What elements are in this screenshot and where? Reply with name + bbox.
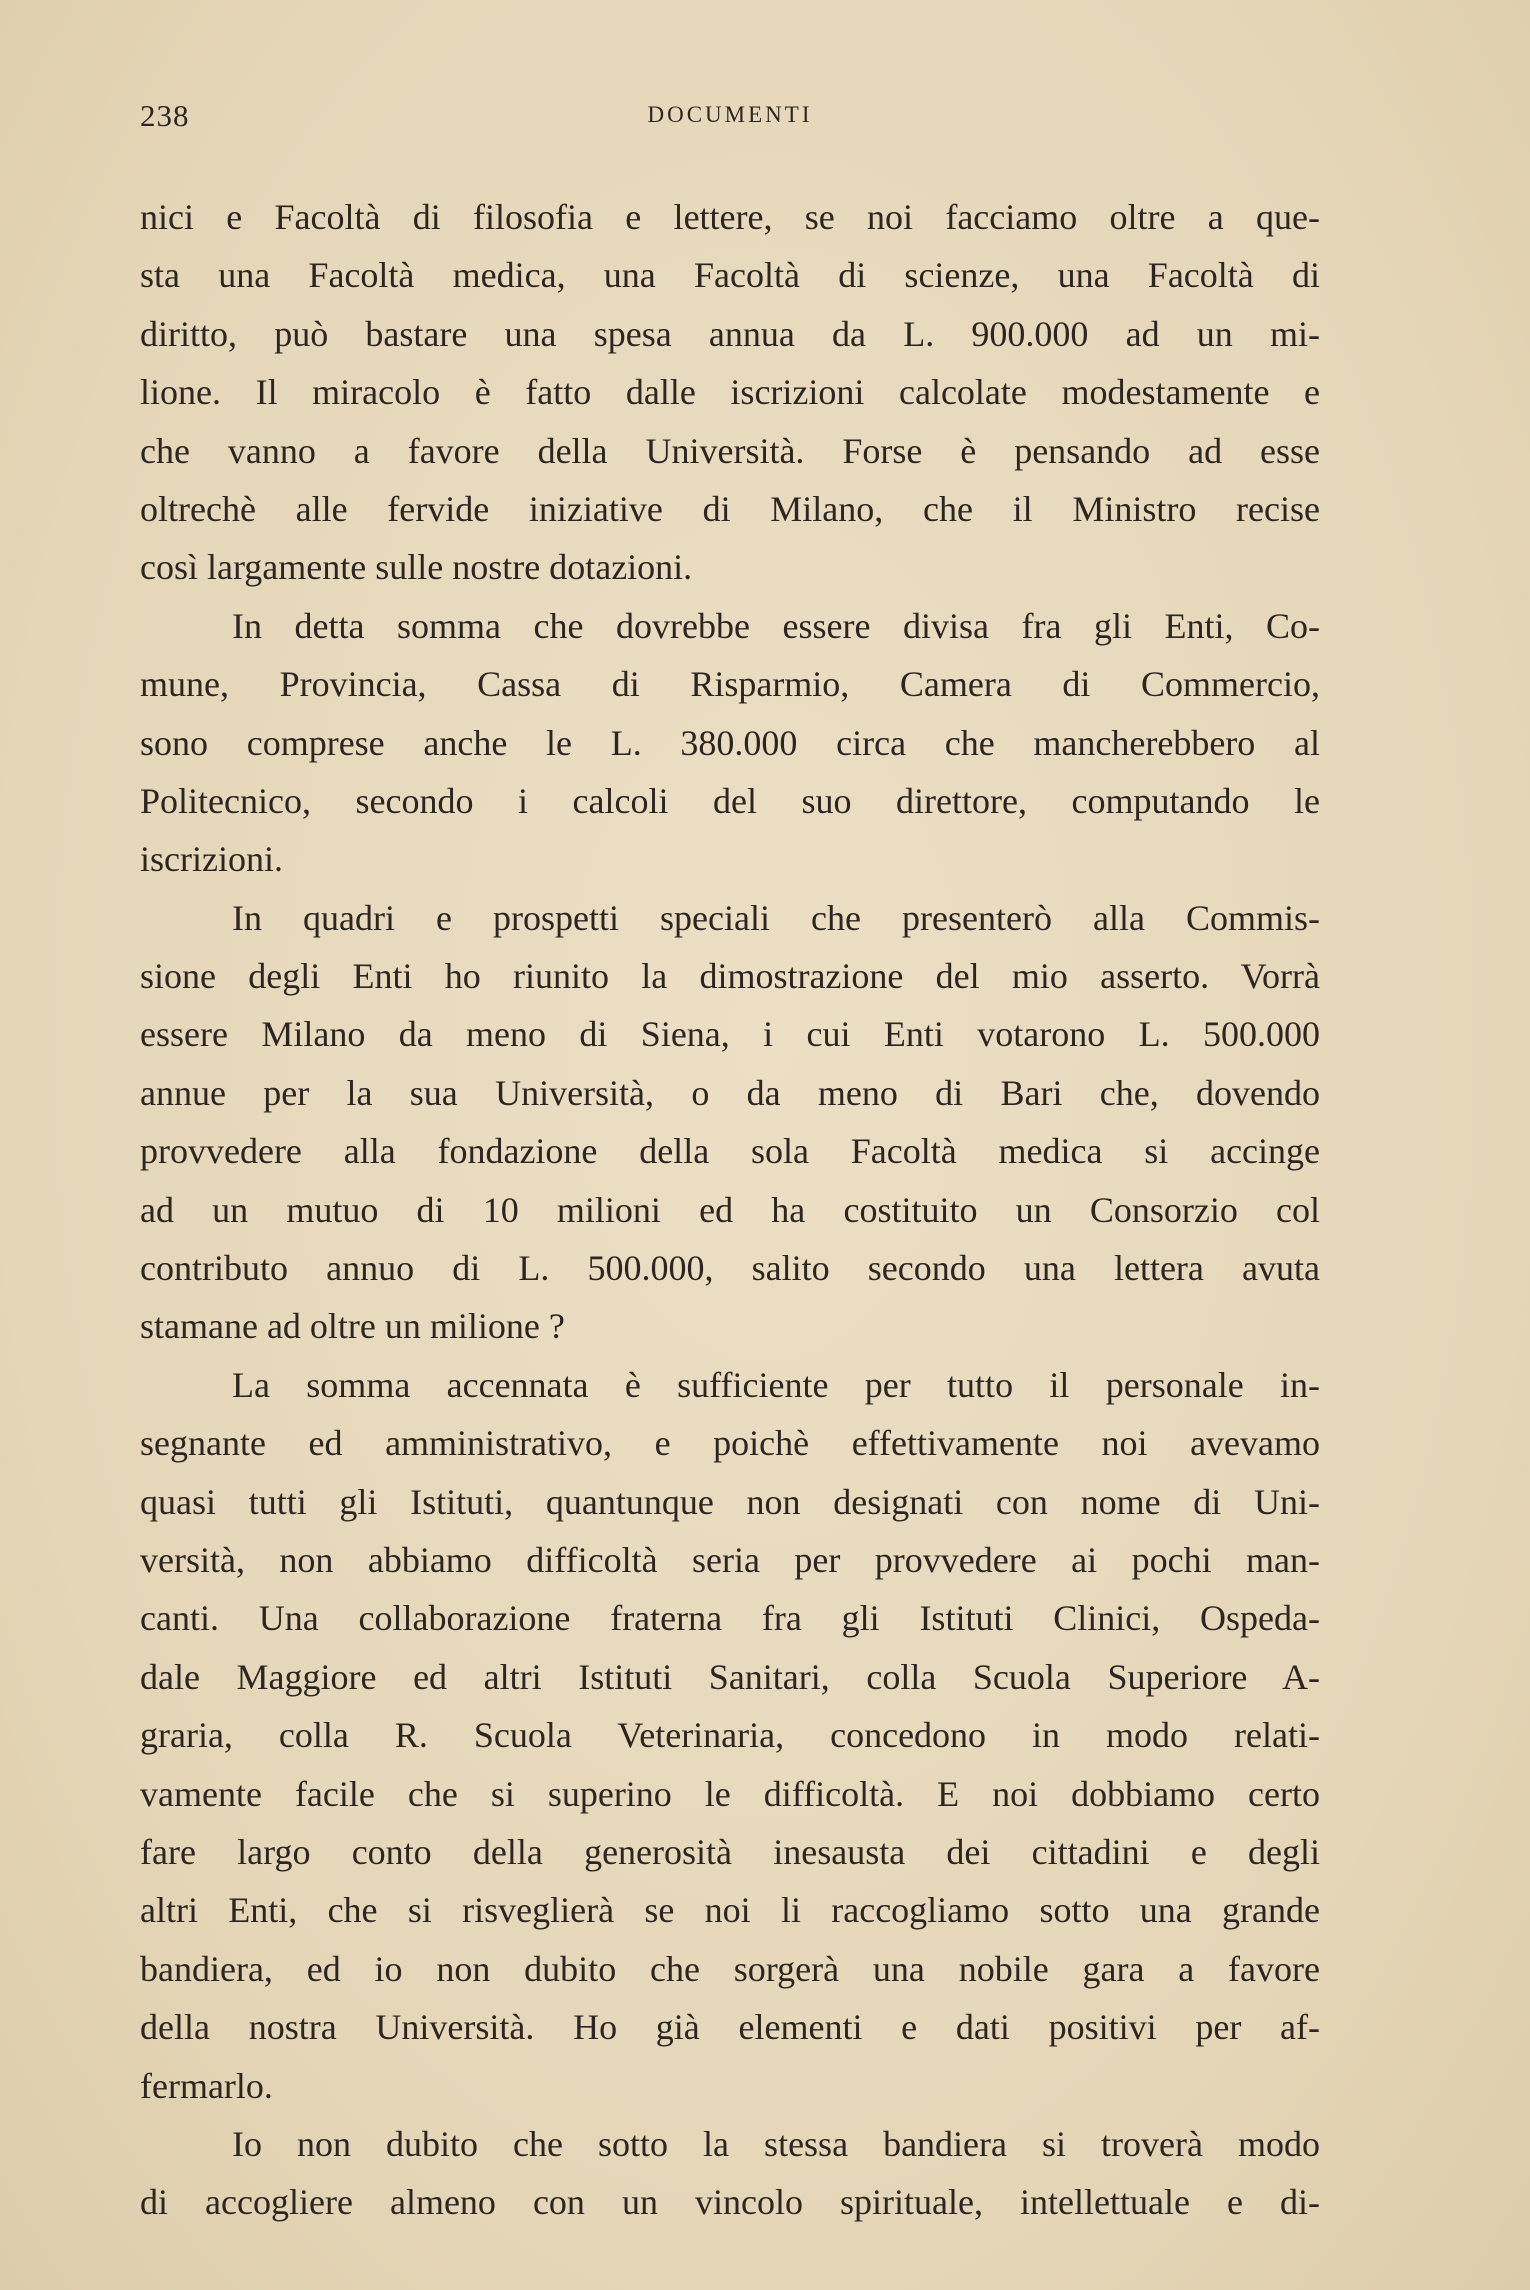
running-head-title: DOCUMENTI bbox=[647, 102, 813, 127]
text-line: sono comprese anche le L. 380.000 circa che mancherebbero al bbox=[140, 722, 1320, 763]
text-line: In quadri e prospetti speciali che presenterò alla Commis- bbox=[232, 897, 1320, 938]
text-line: vamente facile che si superino le difficoltà. E noi dobbiamo certo bbox=[140, 1773, 1320, 1814]
text-line: quasi tutti gli Istituti, quantunque non designati con nome di Uni- bbox=[140, 1481, 1320, 1522]
text-line: altri Enti, che si risveglierà se noi li raccogliamo sotto una grande bbox=[140, 1890, 1320, 1931]
text-line: così largamente sulle nostre dotazioni. bbox=[140, 547, 693, 588]
text-line: segnante ed amministrativo, e poichè effettivamente noi avevamo bbox=[140, 1423, 1320, 1464]
text-line: stamane ad oltre un milione ? bbox=[140, 1306, 565, 1347]
text-line: sta una Facoltà medica, una Facoltà di scienze, una Facoltà di bbox=[140, 255, 1320, 296]
page-number: 238 bbox=[140, 98, 190, 133]
text-line: provvedere alla fondazione della sola Facoltà medica si accinge bbox=[140, 1131, 1320, 1172]
text-line: dale Maggiore ed altri Istituti Sanitari, colla Scuola Superiore A- bbox=[140, 1656, 1320, 1697]
text-line: La somma accennata è sufficiente per tutto il personale in- bbox=[232, 1364, 1320, 1405]
text-line: oltrechè alle fervide iniziative di Milano, che il Ministro recise bbox=[140, 488, 1320, 529]
text-line: che vanno a favore della Università. Forse è pensando ad esse bbox=[140, 430, 1320, 471]
text-line: lione. Il miracolo è fatto dalle iscrizioni calcolate modestamente e bbox=[140, 372, 1320, 413]
text-line: fermarlo. bbox=[140, 2065, 273, 2106]
text-line: In detta somma che dovrebbe essere divisa fra gli Enti, Co- bbox=[232, 605, 1320, 646]
text-line: della nostra Università. Ho già elementi e dati positivi per af- bbox=[140, 2007, 1320, 2048]
body-text bbox=[140, 188, 1320, 2232]
text-line: mune, Provincia, Cassa di Risparmio, Camera di Commercio, bbox=[140, 664, 1320, 705]
text-line: contributo annuo di L. 500.000, salito secondo una lettera avuta bbox=[140, 1248, 1320, 1289]
text-line: sione degli Enti ho riunito la dimostrazione del mio asserto. Vorrà bbox=[140, 956, 1320, 997]
text-line: graria, colla R. Scuola Veterinaria, concedono in modo relati- bbox=[140, 1715, 1320, 1756]
text-line: versità, non abbiamo difficoltà seria per provvedere ai pochi man- bbox=[140, 1539, 1320, 1580]
text-line: diritto, può bastare una spesa annua da L. 900.000 ad un mi- bbox=[140, 313, 1320, 354]
text-line: canti. Una collaborazione fraterna fra gli Istituti Clinici, Ospeda- bbox=[140, 1598, 1320, 1639]
text-line: Io non dubito che sotto la stessa bandiera si troverà modo bbox=[232, 2123, 1320, 2164]
text-line: annue per la sua Università, o da meno di Bari che, dovendo bbox=[140, 1072, 1320, 1113]
text-line: nici e Facoltà di filosofia e lettere, se noi facciamo oltre a que- bbox=[140, 197, 1320, 237]
text-line: essere Milano da meno di Siena, i cui Enti votarono L. 500.000 bbox=[140, 1014, 1320, 1055]
text-line: bandiera, ed io non dubito che sorgerà una nobile gara a favore bbox=[140, 1948, 1320, 1989]
text-line: fare largo conto della generosità inesausta dei cittadini e degli bbox=[140, 1831, 1320, 1872]
running-head bbox=[140, 98, 1320, 138]
text-line: ad un mutuo di 10 milioni ed ha costituito un Consorzio col bbox=[140, 1189, 1320, 1230]
text-line: di accogliere almeno con un vincolo spirituale, intellettuale e di- bbox=[140, 2182, 1320, 2223]
text-line: iscrizioni. bbox=[140, 839, 283, 880]
text-line: Politecnico, secondo i calcoli del suo direttore, computando le bbox=[140, 780, 1320, 821]
